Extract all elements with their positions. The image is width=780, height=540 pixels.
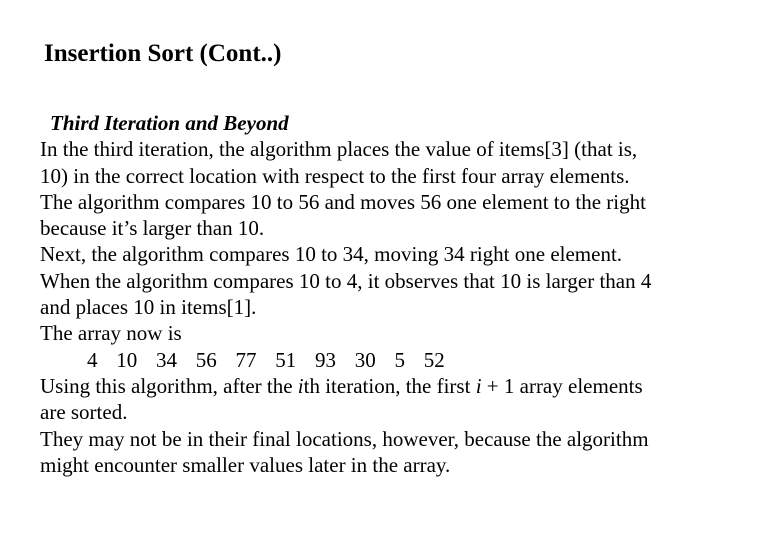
text-fragment: + 1 array elements — [481, 373, 643, 398]
array-value: 4 — [87, 347, 98, 372]
array-value: 34 — [156, 347, 177, 372]
italic-i: i — [475, 373, 482, 398]
body-line-10: are sorted. — [40, 400, 128, 425]
text-fragment: th iteration, the first — [303, 373, 476, 398]
slide-body — [40, 110, 752, 478]
body-line-1: In the third iteration, the algorithm places the value of items[3] (that is, — [40, 137, 638, 162]
body-line-5: Next, the algorithm compares 10 to 34, moving 34 right one element. — [40, 242, 623, 267]
array-value: 93 — [315, 347, 336, 372]
body-line-2: 10) in the correct location with respect to the first four array elements. — [40, 163, 630, 188]
body-line-9 — [40, 373, 752, 399]
body-line-3: The algorithm compares 10 to 56 and moves 56 one element to the right — [40, 189, 646, 214]
slide-title: Insertion Sort (Cont..) — [44, 40, 282, 67]
body-line-4: because it’s larger than 10. — [40, 216, 265, 241]
array-value: 77 — [235, 347, 257, 372]
array-value: 56 — [195, 347, 217, 372]
body-line-12: might encounter smaller values later in the array. — [40, 452, 451, 477]
array-value: 52 — [423, 347, 445, 372]
text-fragment: Using this algorithm, after the — [40, 373, 298, 398]
body-line-11: They may not be in their final locations, however, because the algorithm — [40, 426, 649, 451]
subheading: Third Iteration and Beyond — [50, 111, 289, 135]
body-line-8: The array now is — [40, 321, 182, 346]
array-value: 5 — [394, 347, 405, 372]
body-line-7: and places 10 in items[1]. — [40, 295, 257, 320]
array-value: 30 — [354, 347, 376, 372]
body-line-6: When the algorithm compares 10 to 4, it observes that 10 is larger than 4 — [40, 268, 652, 293]
array-value: 51 — [275, 347, 297, 372]
array-value: 10 — [116, 347, 138, 372]
italic-i: i — [297, 373, 304, 398]
array-values — [40, 347, 752, 373]
